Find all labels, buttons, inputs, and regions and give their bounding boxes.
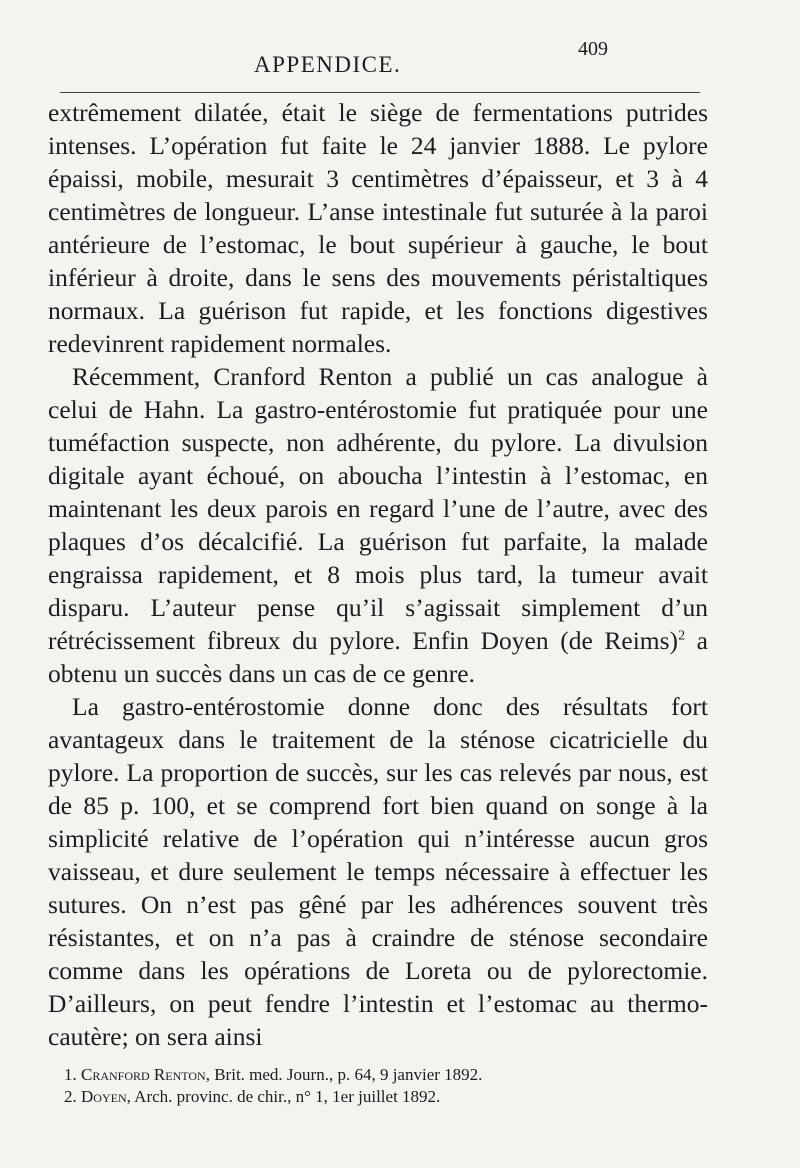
body-text [48,96,708,1053]
paragraph-3: La gastro-entérostomie donne donc des résultats fort avantageux dans le traitement de la sténose cicatricielle du pylore. La proportion de succès, sur les cas relevés par nous, est de 85 p. 100, et se comprend fort bien quand on songe à la simplicité relative de l’opération qui n’intéresse aucun gros vaisseau, et dure seulement le temps nécessaire à effectuer les sutures. On n’est pas gêné par les adhérences souvent très résistantes, et on n’a pas à craindre de sténose secondaire comme dans les opérations de Loreta ou de pylorectomie. D’ailleurs, on peut fendre l’intestin et l’estomac au thermo-cautère; on sera ainsi [48,692,708,1051]
paragraph-2-text-end: a obtenu un succès dans un cas de ce genre. [48,626,708,688]
footnote-1-number: 1. [64,1065,77,1084]
footnote-2 [64,1086,724,1108]
footnote-1-citation: , Brit. med. Journ., p. 64, 9 janvier 1892. [205,1065,483,1084]
paragraph-2-text: Récemment, Cranford Renton a publié un cas analogue à celui de Hahn. La gastro-entérostomie fut pratiquée pour une tuméfaction suspecte, non adhérente, du pylore. La divulsion digitale ayant échoué, on aboucha l’intestin à l’estomac, en maintenant les deux parois en regard l’une de l’autre, avec des plaques d’os décalcifié. La guérison fut parfaite, la malade engraissa rapidement, et 8 mois plus tard, la tumeur avait disparu. L’auteur pense qu’il s’agissait simplement d’un rétrécissement fibreux du pylore. Enfin Doyen (de Reims) [48,362,708,655]
paragraph-1: extrêmement dilatée, était le siège de fermentations putrides intenses. L’opération fut faite le 24 janvier 1888. Le pylore épaissi, mobile, mesurait 3 centimètres d’épaisseur, et 3 à 4 centimètres de longueur. L’anse intestinale fut suturée à la paroi antérieure de l’estomac, le bout supérieur à gauche, le bout inférieur à droite, dans le sens des mouvements péristaltiques normaux. La guérison fut rapide, et les fonctions digestives redevinrent rapidement normales. [48,98,708,358]
running-head: APPENDICE. [254,52,402,77]
footnote-2-author: Doyen [81,1087,127,1106]
paragraph-2 [48,360,708,690]
footnote-1 [64,1064,724,1086]
page-number: 409 [578,38,608,60]
footnote-2-citation: , Arch. provinc. de chir., n° 1, 1er juillet 1892. [126,1087,441,1106]
footnote-1-author: Cranford Renton [81,1065,206,1084]
footnote-ref-2: 2 [678,628,686,644]
header-rule [60,92,700,93]
footnotes [64,1064,724,1108]
footnote-2-number: 2. [64,1087,77,1106]
